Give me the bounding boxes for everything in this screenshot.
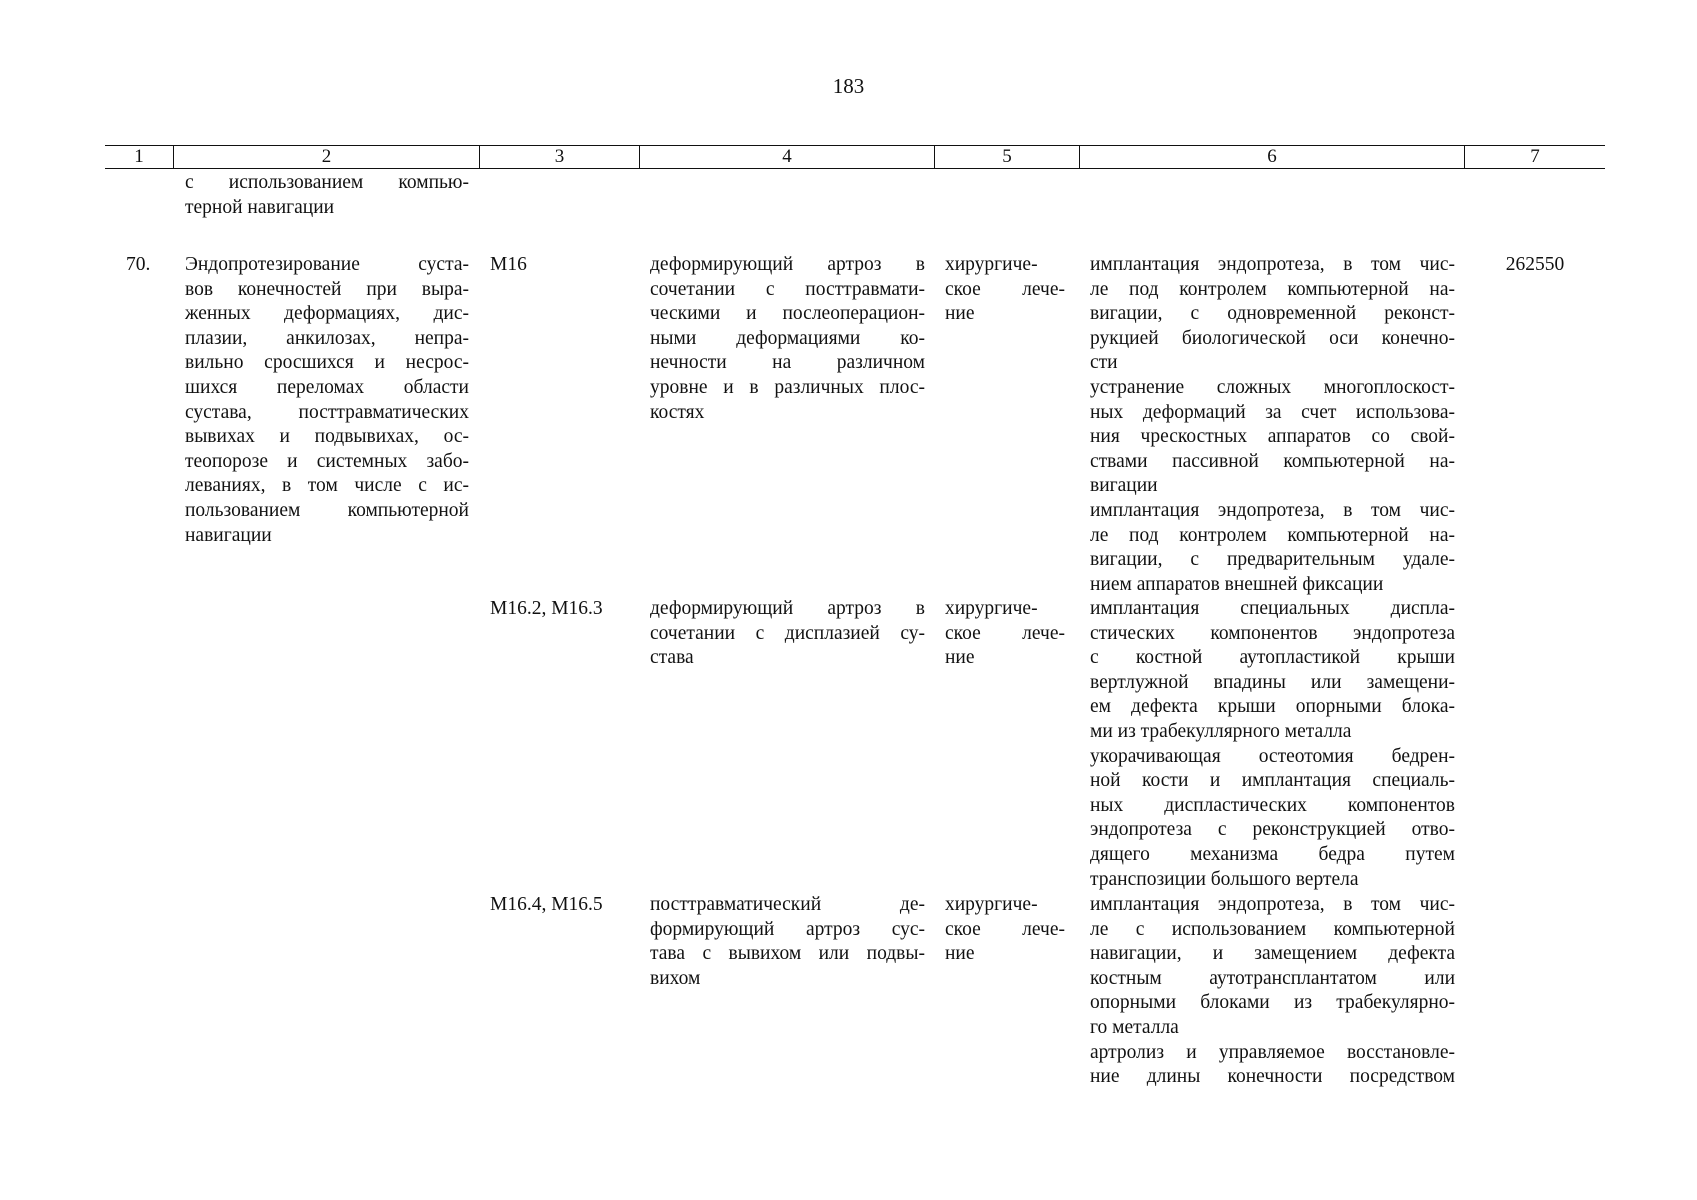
text-line: ческими и послеоперацион- bbox=[650, 303, 925, 325]
group-1-model bbox=[650, 253, 925, 425]
text-line: ское лече- bbox=[945, 918, 1065, 940]
group-2-code: M16.2, M16.3 bbox=[490, 598, 603, 619]
text-line: ствами пассивной компьютерной на- bbox=[1090, 450, 1455, 472]
text-line: имплантация эндопротеза, в том чис- bbox=[1090, 894, 1455, 915]
text-line: ных диспластических компонентов bbox=[1090, 794, 1455, 816]
text-line: сочетании с дисплазией су- bbox=[650, 622, 925, 644]
text-line: ния чрескостных аппаратов со свой- bbox=[1090, 426, 1455, 448]
row-number: 70. bbox=[126, 254, 151, 275]
header-col-1: 1 bbox=[134, 146, 144, 167]
text-line: уровне и в различных плос- bbox=[650, 376, 925, 398]
text-line: посттравматический де- bbox=[650, 894, 925, 915]
header-col-4: 4 bbox=[639, 146, 934, 168]
text-line: с использованием компью- bbox=[185, 172, 469, 193]
text-line: вывихах и подвывихах, ос- bbox=[185, 426, 469, 448]
text-line: вертлужной впадины или замещени- bbox=[1090, 671, 1455, 693]
text-line: вов конечностей при выра- bbox=[185, 278, 469, 300]
text-line: шихся переломах области bbox=[185, 376, 469, 398]
text-line: ле под контролем компьютерной на- bbox=[1090, 524, 1455, 546]
text-line: плазии, анкилозах, непра- bbox=[185, 327, 469, 349]
text-line: нием аппаратов внешней фиксации bbox=[1090, 573, 1384, 595]
group-1-treatment bbox=[945, 253, 1065, 327]
header-col-7: 7 bbox=[1464, 146, 1605, 168]
header-col-6: 6 bbox=[1079, 146, 1464, 168]
row-cost: 262550 bbox=[1505, 254, 1565, 275]
text-line: костях bbox=[650, 401, 705, 423]
text-line: ной кости и имплантация специаль- bbox=[1090, 770, 1455, 792]
text-line: вигации, с предварительным удале- bbox=[1090, 549, 1455, 571]
text-line: хирургиче- bbox=[945, 254, 1038, 275]
text-line: вильно сросшихся и несрос- bbox=[185, 352, 469, 374]
text-line: сочетании с посттравмати- bbox=[650, 278, 925, 300]
text-line: рукцией биологической оси конечно- bbox=[1090, 327, 1455, 349]
text-line: костным аутотрансплантатом или bbox=[1090, 967, 1455, 989]
text-line: нечности на различном bbox=[650, 352, 925, 374]
text-line: ское лече- bbox=[945, 622, 1065, 644]
text-line: артролиз и управляемое восстановле- bbox=[1090, 1041, 1455, 1063]
text-line: ское лече- bbox=[945, 278, 1065, 300]
text-line: навигации, и замещением дефекта bbox=[1090, 943, 1455, 965]
page-number: 183 bbox=[832, 74, 865, 98]
text-line: пользованием компьютерной bbox=[185, 499, 469, 521]
text-line: сустава, посттравматических bbox=[185, 401, 469, 423]
text-line: имплантация эндопротеза, в том чис- bbox=[1090, 254, 1455, 275]
text-line: ле под контролем компьютерной на- bbox=[1090, 278, 1455, 300]
text-line: с костной аутопластикой крыши bbox=[1090, 647, 1455, 669]
text-line: женных деформациях, дис- bbox=[185, 303, 469, 325]
text-line: леваниях, в том числе с ис- bbox=[185, 475, 469, 497]
text-line: ние bbox=[945, 943, 975, 965]
text-line: ем дефекта крыши опорными блока- bbox=[1090, 696, 1455, 718]
row-name-cell bbox=[185, 253, 469, 548]
text-line: укорачивающая остеотомия бедрен- bbox=[1090, 745, 1455, 767]
group-3-code: M16.4, M16.5 bbox=[490, 894, 603, 915]
text-line: терной навигации bbox=[185, 196, 335, 218]
group-2-treatment bbox=[945, 597, 1065, 671]
group-2-model bbox=[650, 597, 925, 671]
group-1-methods bbox=[1090, 253, 1455, 597]
text-line: го металла bbox=[1090, 1016, 1179, 1038]
text-line: ми из трабекуллярного металла bbox=[1090, 720, 1352, 742]
text-line: стических компонентов эндопротеза bbox=[1090, 622, 1455, 644]
text-line: ными деформациями ко- bbox=[650, 327, 925, 349]
text-line: деформирующий артроз в bbox=[650, 598, 925, 619]
text-line: транспозиции большого вертела bbox=[1090, 868, 1359, 890]
group-3-model bbox=[650, 893, 925, 991]
text-line: ных деформаций за счет использова- bbox=[1090, 401, 1455, 423]
text-line: навигации bbox=[185, 524, 272, 546]
text-line: формирующий артроз сус- bbox=[650, 918, 925, 940]
header-col-2: 2 bbox=[173, 146, 479, 168]
text-line: хирургиче- bbox=[945, 894, 1038, 915]
text-line: става bbox=[650, 647, 694, 669]
text-line: хирургиче- bbox=[945, 598, 1038, 619]
text-line: опорными блоками из трабекулярно- bbox=[1090, 992, 1455, 1014]
text-line: Эндопротезирование суста- bbox=[185, 254, 469, 275]
group-3-treatment bbox=[945, 893, 1065, 967]
text-line: имплантация специальных диспла- bbox=[1090, 598, 1455, 619]
text-line: ние bbox=[945, 303, 975, 325]
text-line: эндопротеза с реконструкцией отво- bbox=[1090, 819, 1455, 841]
text-line: дящего механизма бедра путем bbox=[1090, 843, 1455, 865]
table-header-row bbox=[105, 145, 1605, 169]
text-line: устранение сложных многоплоскост- bbox=[1090, 376, 1455, 398]
text-line: ле с использованием компьютерной bbox=[1090, 918, 1455, 940]
text-line: тава с вывихом или подвы- bbox=[650, 943, 925, 965]
text-line: ние bbox=[945, 647, 975, 669]
text-line: вихом bbox=[650, 967, 701, 989]
text-line: ние длины конечности посредством bbox=[1090, 1066, 1455, 1088]
group-3-methods bbox=[1090, 893, 1455, 1090]
text-line: теопорозе и системных забо- bbox=[185, 450, 469, 472]
text-line: сти bbox=[1090, 352, 1118, 374]
continuation-name-cell bbox=[185, 171, 469, 220]
text-line: имплантация эндопротеза, в том чис- bbox=[1090, 499, 1455, 521]
text-line: вигации bbox=[1090, 475, 1158, 497]
group-2-methods bbox=[1090, 597, 1455, 892]
group-1-code: M16 bbox=[490, 254, 527, 275]
text-line: деформирующий артроз в bbox=[650, 254, 925, 275]
header-col-5: 5 bbox=[934, 146, 1079, 168]
header-col-3: 3 bbox=[479, 146, 639, 168]
text-line: вигации, с одновременной реконст- bbox=[1090, 303, 1455, 325]
